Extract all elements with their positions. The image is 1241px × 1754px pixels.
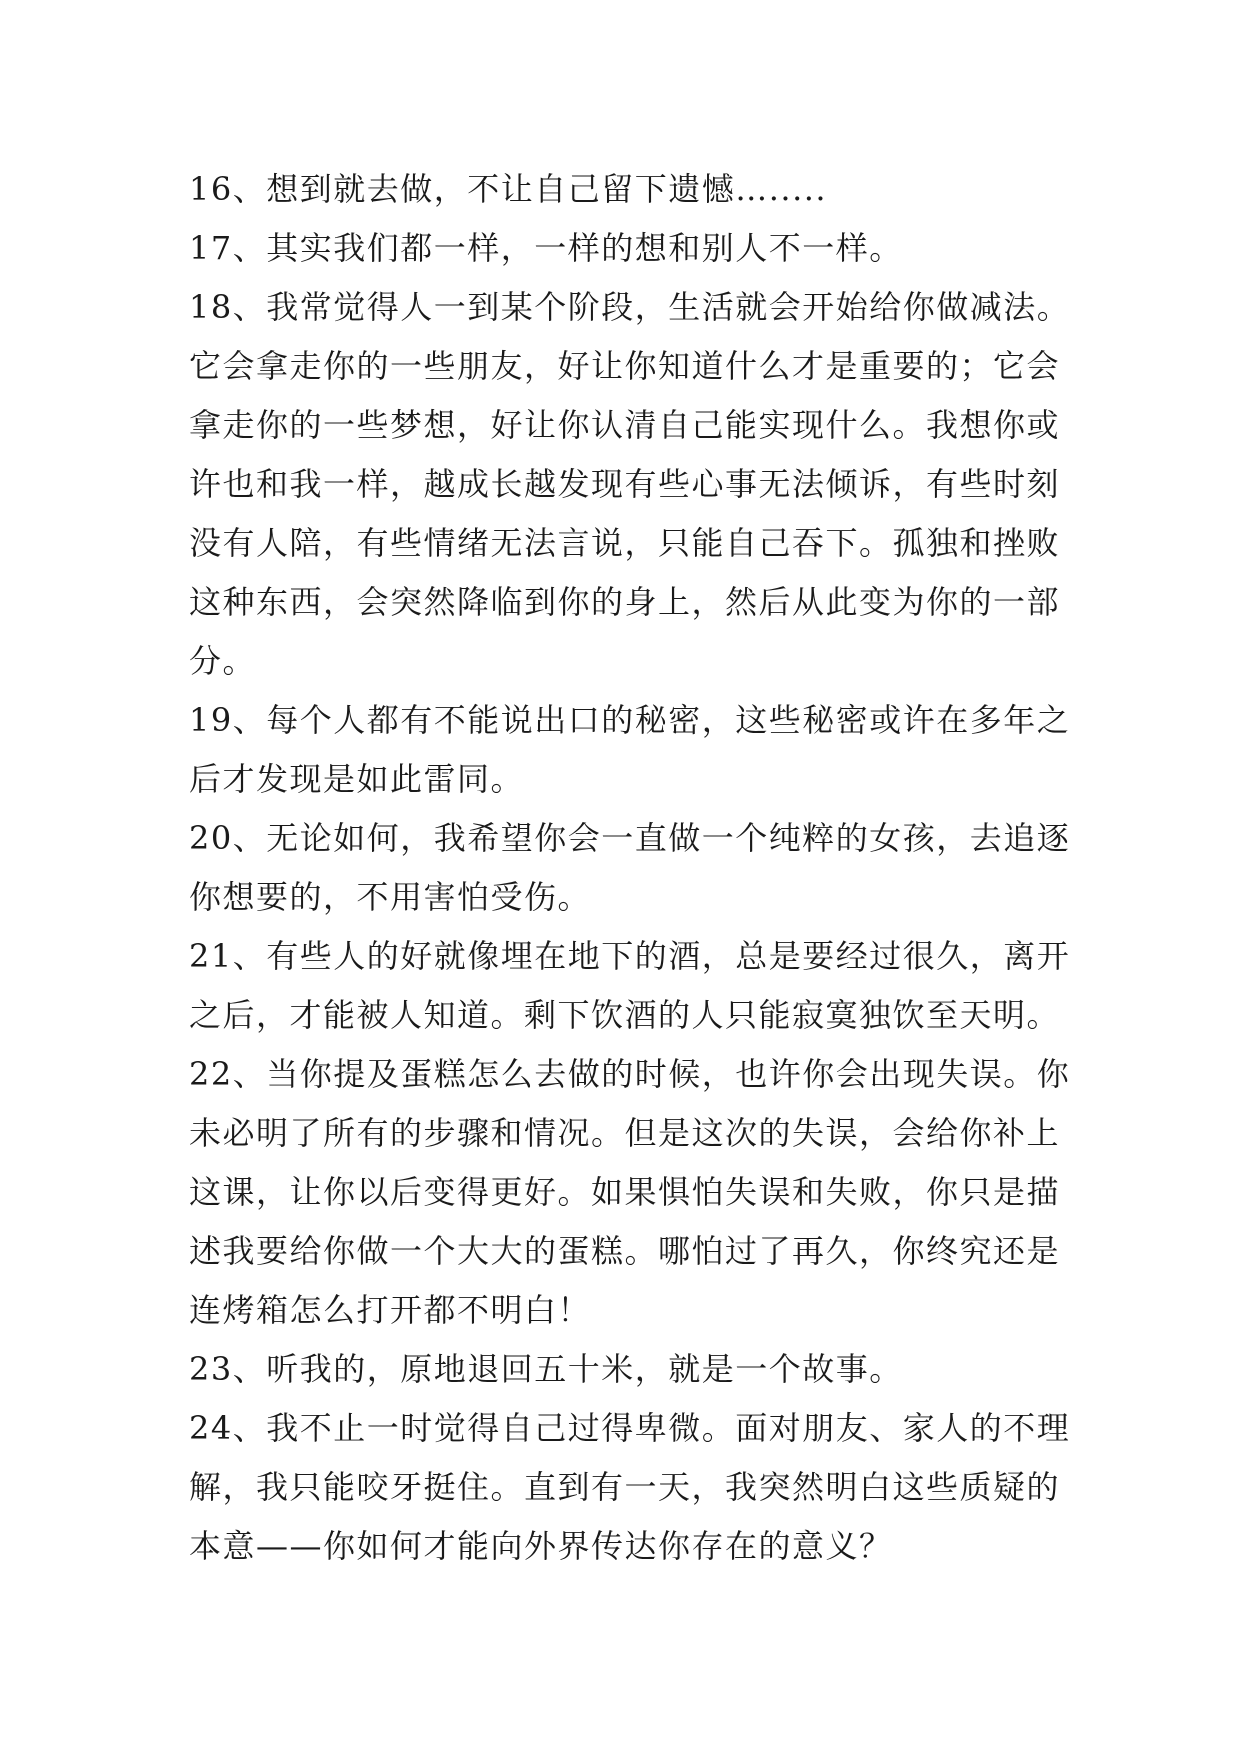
text-line: 解，我只能咬牙挺住。直到有一天，我突然明白这些质疑的 (189, 1468, 1061, 1506)
text-line: 19、每个人都有不能说出口的秘密，这些秘密或许在多年之 (189, 701, 1071, 739)
document-body (189, 160, 1089, 1576)
text-line: 这课，让你以后变得更好。如果惧怕失误和失败，你只是描 (189, 1173, 1061, 1211)
text-line: 你想要的，不用害怕受伤。 (189, 878, 592, 916)
text-line: 拿走你的一些梦想，好让你认清自己能实现什么。我想你或 (189, 406, 1061, 444)
text-line: 连烤箱怎么打开都不明白！ (189, 1291, 592, 1329)
text-line: 它会拿走你的一些朋友，好让你知道什么才是重要的；它会 (189, 347, 1061, 385)
text-line: 之后，才能被人知道。剩下饮酒的人只能寂寞独饮至天明。 (189, 996, 1061, 1034)
text-line: 22、当你提及蛋糕怎么去做的时候，也许你会出现失误。你 (189, 1055, 1071, 1093)
text-line: 后才发现是如此雷同。 (189, 760, 525, 798)
text-line: 24、我不止一时觉得自己过得卑微。面对朋友、家人的不理 (189, 1409, 1071, 1447)
text-line: 21、有些人的好就像埋在地下的酒，总是要经过很久，离开 (189, 937, 1071, 975)
text-line: 述我要给你做一个大大的蛋糕。哪怕过了再久，你终究还是 (189, 1232, 1061, 1270)
text-line: 未必明了所有的步骤和情况。但是这次的失误，会给你补上 (189, 1114, 1061, 1152)
text-line: 这种东西，会突然降临到你的身上，然后从此变为你的一部 (189, 583, 1061, 621)
text-line: 许也和我一样，越成长越发现有些心事无法倾诉，有些时刻 (189, 465, 1061, 503)
text-line: 17、其实我们都一样，一样的想和别人不一样。 (189, 229, 903, 267)
text-line: 20、无论如何，我希望你会一直做一个纯粹的女孩，去追逐 (189, 819, 1071, 857)
text-line: 分。 (189, 642, 257, 680)
text-line: 16、想到就去做，不让自己留下遗憾…..... (189, 170, 828, 208)
text-line: 23、听我的，原地退回五十米，就是一个故事。 (189, 1350, 903, 1388)
text-line: 没有人陪，有些情绪无法言说，只能自己吞下。孤独和挫败 (189, 524, 1061, 562)
text-line: 本意——你如何才能向外界传达你存在的意义？ (189, 1527, 893, 1565)
text-line: 18、我常觉得人一到某个阶段，生活就会开始给你做减法。 (189, 288, 1071, 326)
